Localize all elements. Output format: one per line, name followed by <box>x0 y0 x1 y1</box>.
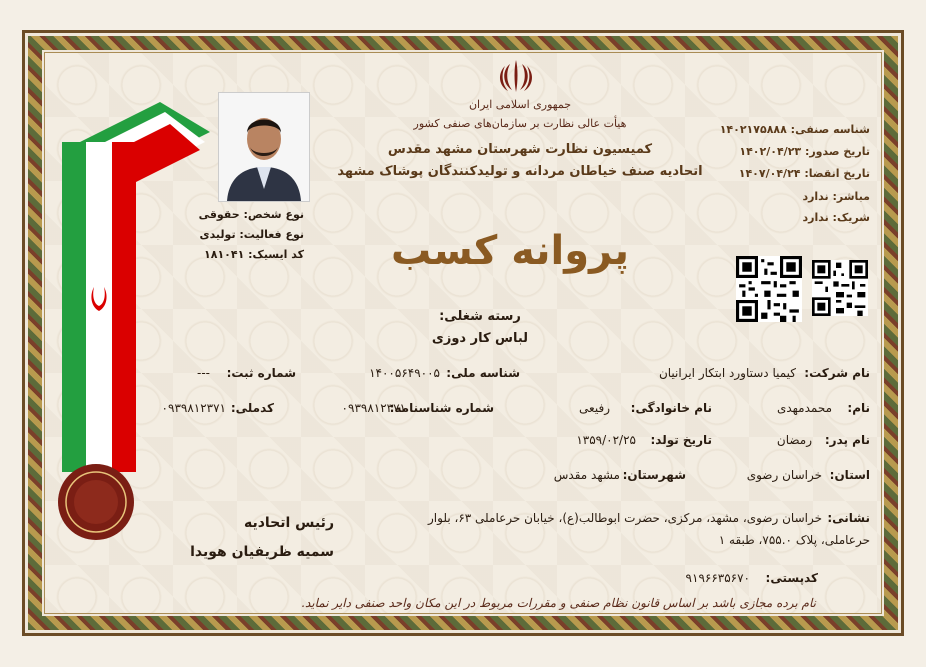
birth-label: تاریخ تولد: <box>650 433 712 447</box>
national-code-value: ۰۹۳۹۸۱۲۳۷۱ <box>161 401 226 415</box>
iran-emblem-icon <box>496 58 536 94</box>
national-id-label: شناسه ملی: <box>446 366 520 380</box>
page-title: پروانه کسب <box>391 228 629 274</box>
person-photo <box>218 92 310 202</box>
manager: مباشر: ندارد <box>802 190 870 203</box>
company-value: کیمیا دستاورد ابتکار ایرانیان <box>658 366 796 380</box>
birth-value: ۱۳۵۹/۰۲/۲۵ <box>576 433 636 447</box>
father-label: نام پدر: <box>824 433 870 447</box>
address-line-1: خراسان رضوی، مشهد، مرکزی، حضرت ابوطالب(ع)، خیابان حرعاملی ۶۳، بلوار <box>428 511 822 525</box>
postal-label: کدپستی: <box>765 571 818 585</box>
qr-code-icon <box>736 256 802 322</box>
person-type: نوع شخص: حقوقی <box>198 208 304 221</box>
national-code-label: کدملی: <box>230 401 274 415</box>
postal-value: ۹۱۹۶۶۳۵۶۷۰ <box>685 571 750 585</box>
name-label: نام: <box>847 401 870 415</box>
father-value: رمضان <box>776 433 812 447</box>
reg-no-label: شماره ثبت: <box>226 366 296 380</box>
id-no-value: ۰۹۳۹۸۱۲۳۷۱ <box>341 401 406 415</box>
category-label: رسته شغلی: <box>439 309 521 324</box>
activity-type: نوع فعالیت: تولیدی <box>199 228 304 241</box>
partner: شریک: ندارد <box>802 211 870 224</box>
reg-no-value: --- <box>197 366 210 380</box>
address-line-2: حرعاملی، پلاک ۷۵۵.۰، طبقه ۱ <box>718 533 870 547</box>
ministry-seal <box>56 462 136 542</box>
province-value: خراسان رضوی <box>746 468 822 482</box>
province-label: استان: <box>829 468 870 482</box>
qr-code-small-icon <box>812 260 868 316</box>
id-no-label: شماره شناسنامه: <box>389 401 494 415</box>
union-text: اتحادیه صنف خیاطان مردانه و تولیدکنندگان پوشاک مشهد <box>337 164 703 179</box>
company-label: نام شرکت: <box>804 366 870 380</box>
issue-date: تاریخ صدور: ۱۴۰۲/۰۴/۲۳ <box>739 145 870 158</box>
signature-name: سمیه ظریفیان هویدا <box>190 544 334 560</box>
commission-text: کمیسیون نظارت شهرستان مشهد مقدس <box>387 142 653 157</box>
board-text: هیأت عالی نظارت بر سازمان‌های صنفی کشور <box>413 117 627 130</box>
signature-role: رئیس اتحادیه <box>243 515 334 531</box>
name-value: محمدمهدی <box>776 401 832 415</box>
category-value: لباس کار دوزی <box>431 331 529 346</box>
family-value: رفیعی <box>579 401 610 415</box>
footer-note: نام برده مجازی باشد بر اساس قانون نظام صنفی و مقررات مربوط در این مکان واحد صنفی دایر نماید. <box>301 596 816 610</box>
guild-id: شناسه صنفی: ۱۴۰۲۱۷۵۸۸۸ <box>719 123 870 136</box>
address-label: نشانی: <box>827 511 870 525</box>
family-label: نام خانوادگی: <box>630 401 712 415</box>
expiry-date: تاریخ انقضا: ۱۴۰۷/۰۴/۲۴ <box>738 167 870 180</box>
national-id-value: ۱۴۰۰۵۶۴۹۰۰۵ <box>369 366 440 380</box>
republic-text: جمهوری اسلامی ایران <box>468 98 572 111</box>
isic-code: کد ایسیک: ۱۸۱۰۴۱ <box>204 248 304 261</box>
iran-flag-ribbon <box>60 82 210 482</box>
city-label: شهرستان: <box>622 468 686 482</box>
city-value: مشهد مقدس <box>553 468 620 482</box>
